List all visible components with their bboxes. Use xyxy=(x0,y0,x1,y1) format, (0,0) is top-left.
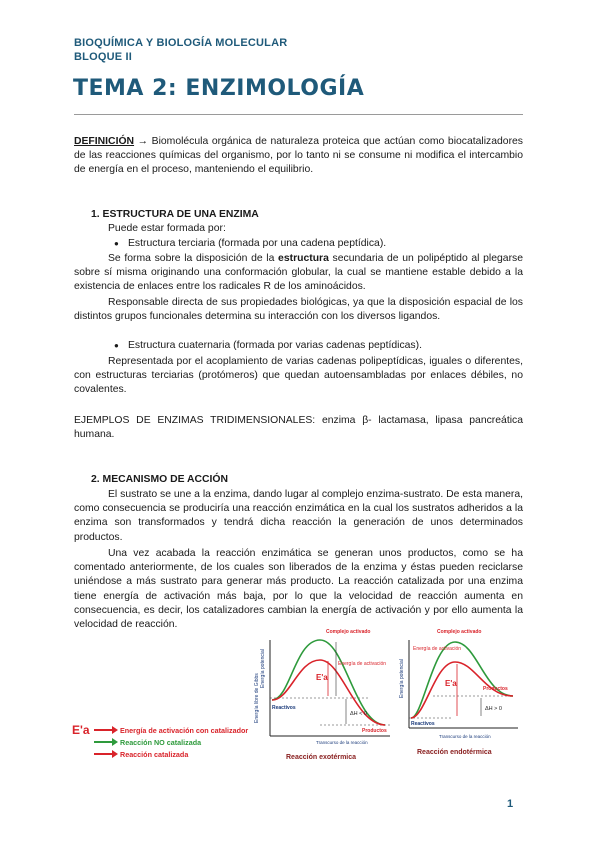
exo-xlabel: Transcurso de la reacción xyxy=(316,740,368,745)
legend-symbol: E'a xyxy=(72,723,90,737)
p1-text-a: Se forma sobre la disposición de la xyxy=(108,253,279,264)
section1-paragraph-1 xyxy=(74,252,523,295)
legend-arrowhead-3 xyxy=(112,750,118,758)
exo-complex-label: Complejo activado xyxy=(326,629,371,635)
exo-ea-symbol: E'a xyxy=(316,673,328,682)
header-block: BLOQUE II xyxy=(74,51,133,63)
exo-uncatalyzed-curve xyxy=(272,640,385,725)
section1-bullet-tertiary: ● Estructura terciaria (formada por una cadena peptídica). xyxy=(128,238,386,249)
exo-ea-label: Energía de activación xyxy=(338,661,387,667)
endo-complex-label: Complejo activado xyxy=(437,629,482,635)
header-subject: BIOQUÍMICA Y BIOLOGÍA MOLECULAR xyxy=(74,37,288,49)
endo-dh-label: ΔH > 0 xyxy=(485,706,502,712)
p1-text-b: secundaria de un polipéptido al plegarse sobre sí misma originando una conformación globular, la cual se mantiene estable debido a la existencia de enlaces entre los radicales R de los aminoácidos. xyxy=(74,253,524,293)
endo-ea-symbol: E'a xyxy=(445,679,457,688)
legend-item-3: Reacción catalizada xyxy=(120,750,189,759)
legend-arrowhead-2 xyxy=(112,738,118,746)
section1-intro: Puede estar formada por: xyxy=(108,223,226,234)
section1-paragraph-2: Responsable directa de sus propiedades biológicas, ya que la disposición espacial de los distintos grupos funcionales determina su interacción con los diversos ligandos. xyxy=(74,297,523,323)
endo-products-label: Productos xyxy=(483,686,508,692)
figure-legend xyxy=(70,720,250,760)
endo-reactants-label: Reactivos xyxy=(411,721,435,727)
section2-paragraph-1: El sustrato se une a la enzima, dando lugar al complejo enzima-sustrato. De esta manera, como consecuencia se produciría una reacción enzimática en la cual los sustratos adheridos a la enzima son transformados y tendrá dicha reacción la generación de unos determinados productos. xyxy=(74,489,523,543)
endo-ea-label: Energía de activación xyxy=(413,646,462,652)
section1-examples: EJEMPLOS DE ENZIMAS TRIDIMENSIONALES: enzima β- lactamasa, lipasa pancreática humana. xyxy=(74,415,523,441)
definition-text: → Biomolécula orgánica de naturaleza proteica que actúan como biocatalizadores de las reacciones químicas del organismo, por lo tanto ni se consume ni modifica el intercambio de energía en el proceso, manteniendo el equilibrio. xyxy=(74,136,523,176)
exo-caption: Reacción exotérmica xyxy=(286,754,357,761)
title-divider xyxy=(74,114,523,115)
exo-reactants-label: Reactivos xyxy=(272,705,296,711)
endothermic-diagram xyxy=(393,628,528,763)
p1-text-bold: estructura xyxy=(278,253,329,264)
section1-heading: 1. ESTRUCTURA DE UNA ENZIMA xyxy=(91,209,259,220)
section1-bullet-quaternary: ● Estructura cuaternaria (formada por varias cadenas peptídicas). xyxy=(128,340,422,351)
page-number: 1 xyxy=(507,798,514,810)
exo-dh-label: ΔH < 0 xyxy=(350,711,367,717)
page-title: TEMA 2: ENZIMOLOGÍA xyxy=(73,76,365,101)
endo-xlabel: Transcurso de la reacción xyxy=(439,734,491,739)
definition-paragraph xyxy=(74,135,523,178)
legend-arrowhead-1 xyxy=(112,726,118,734)
endo-ylabel: Energía potencial xyxy=(399,659,405,698)
exo-ylabel-2: Energía potencial xyxy=(260,649,266,688)
definition-label: DEFINICIÓN xyxy=(74,136,135,147)
section2-heading: 2. MECANISMO DE ACCIÓN xyxy=(91,474,229,485)
endo-caption: Reacción endotérmica xyxy=(417,749,492,756)
exo-products-label: Productos xyxy=(362,728,387,734)
section2-paragraph-2: Una vez acabada la reacción enzimática se generan unos productos, como se ha comentado anteriormente, de los cuales son liberados de la enzima y éstas pueden reciclarse uniéndose a más sustrato para generar más producto. La reacción catalizada por una enzima tiene energía de activación más baja, por lo que la velocidad de reacción aumenta en consecuencia, es decir, los catalizadores cambian la energía de activación y por ello aumenta la velocidad de reacción. xyxy=(74,548,523,631)
exo-ylabel: Energía libre de Gibbs xyxy=(254,673,260,723)
section1-paragraph-3: Representada por el acoplamiento de varias cadenas polipeptídicas, iguales o diferentes, con estructuras terciarias (protómeros) que quedan autoensambladas por enlaces débiles, no covalentes. xyxy=(74,356,523,396)
legend-item-2: Reacción NO catalizada xyxy=(120,738,202,747)
exothermic-diagram xyxy=(250,628,400,763)
legend-item-1: Energía de activación con catalizador xyxy=(120,726,249,735)
